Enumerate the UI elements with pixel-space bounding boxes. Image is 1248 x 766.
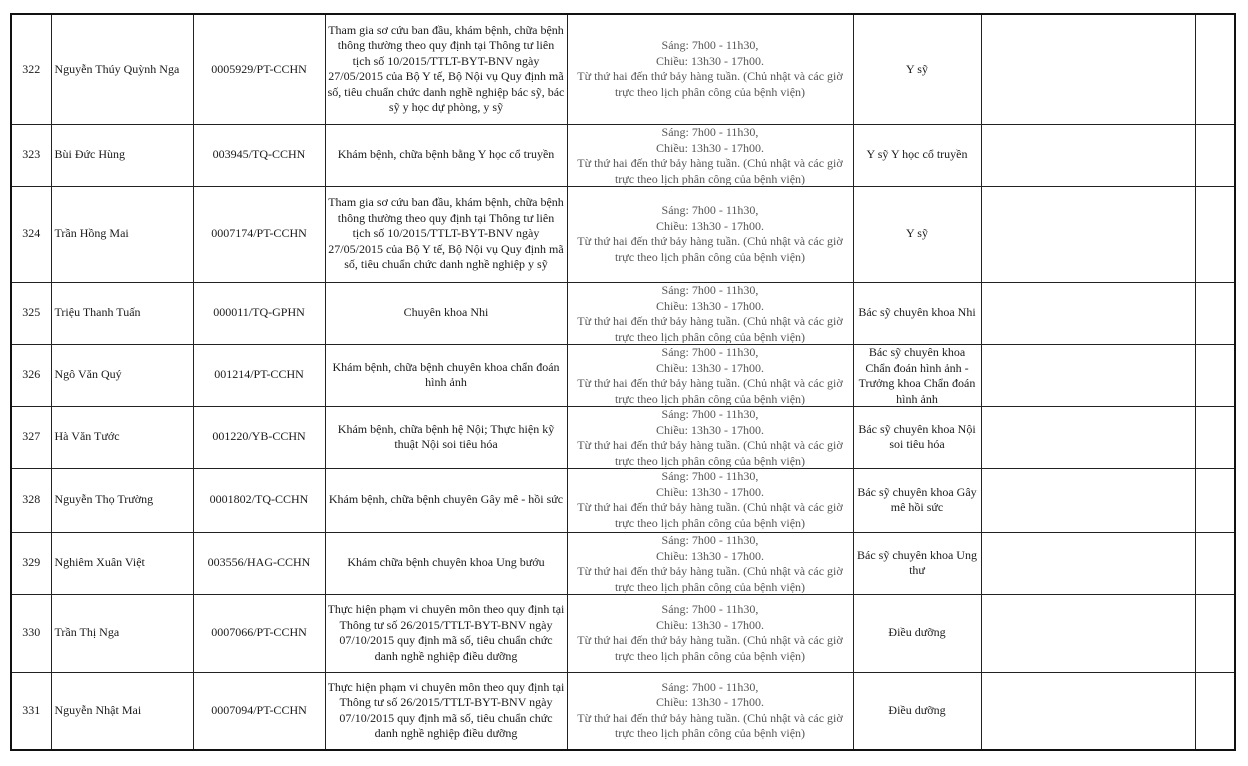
job-title-text: Y sỹ Y học cổ truyền [866,147,968,162]
working-hours-text [570,345,851,405]
working-hours-text [570,469,851,531]
practice-scope-text: Khám bệnh, chữa bệnh bằng Y học cổ truyền [337,147,555,162]
practice-scope-text: Tham gia sơ cứu ban đầu, khám bệnh, chữa bệnh thông thường theo quy định tại Thông tư liên tịch số 10/2015/TTLT-BYT-BNV ngày 27/05/2015 của Bộ Y tế, Bộ Nội vụ Quy định mã số, tiêu chuẩn chức danh nghề nghiệp y sỹ [328,195,564,272]
working-hours-afternoon: Chiều: 13h30 - 17h00. [656,298,764,313]
job-title [853,468,981,532]
working-hours [567,186,853,282]
practice-scope-text: Khám bệnh, chữa bệnh chuyên khoa chẩn đoán hình ảnh [332,359,560,389]
working-hours-text [570,533,851,593]
practice-scope-text: Khám chữa bệnh chuyên khoa Ung bướu [347,555,545,570]
certificate-number: 001220/YB-CCHN [193,406,325,468]
practice-scope [325,186,567,282]
staff-name: Hà Văn Tước [51,406,193,468]
staff-name: Nghiêm Xuân Việt [51,532,193,594]
certificate-number: 0007066/PT-CCHN [193,594,325,672]
job-title-text: Y sỹ [906,226,928,241]
working-hours [567,468,853,532]
certificate-number: 003556/HAG-CCHN [193,532,325,594]
staff-name: Nguyễn Thúy Quỳnh Nga [51,14,193,124]
working-hours-afternoon: Chiều: 13h30 - 17h00. [656,695,764,710]
empty-cell [981,344,1195,406]
working-hours-days: Từ thứ hai đến thứ bảy hàng tuần. (Chủ nhật và các giờ trực theo lịch phân công của bệnh viện) [577,633,843,663]
working-hours-days: Từ thứ hai đến thứ bảy hàng tuần. (Chủ nhật và các giờ trực theo lịch phân công của bệnh viện) [577,234,843,264]
practice-scope [325,532,567,594]
working-hours-morning: Sáng: 7h00 - 11h30, [661,679,759,694]
staff-name: Ngô Văn Quý [51,344,193,406]
job-title-text: Bác sỹ chuyên khoa Gây mê hồi sức [857,484,977,514]
empty-cell [981,14,1195,124]
empty-cell [981,186,1195,282]
working-hours [567,406,853,468]
empty-cell [1195,594,1235,672]
practice-scope-text: Chuyên khoa Nhi [403,305,489,320]
working-hours-text [570,38,851,100]
row-number: 323 [11,124,51,186]
working-hours [567,14,853,124]
empty-cell [1195,532,1235,594]
empty-cell [1195,344,1235,406]
working-hours-afternoon: Chiều: 13h30 - 17h00. [656,53,764,68]
working-hours-afternoon: Chiều: 13h30 - 17h00. [656,360,764,375]
table-row [11,532,1235,594]
working-hours-morning: Sáng: 7h00 - 11h30, [661,125,759,139]
table-row [11,594,1235,672]
job-title [853,124,981,186]
certificate-number: 003945/TQ-CCHN [193,124,325,186]
empty-cell [1195,14,1235,124]
working-hours-morning: Sáng: 7h00 - 11h30, [661,345,759,359]
empty-cell [1195,186,1235,282]
practice-scope [325,406,567,468]
working-hours-text [570,125,851,185]
working-hours-text [570,602,851,664]
practice-scope-text: Tham gia sơ cứu ban đầu, khám bệnh, chữa bệnh thông thường theo quy định tại Thông tư liên tịch số 10/2015/TTLT-BYT-BNV ngày 27/05/2015 của Bộ Y tế, Bộ Nội vụ Quy định mã số, tiêu chuẩn chức danh nghề nghiệp bác sỹ, bác sỹ y học dự phòng, y sỹ [327,22,565,115]
row-number: 326 [11,344,51,406]
job-title-text: Điều dưỡng [888,625,946,640]
working-hours-text [570,283,851,343]
certificate-number: 0005929/PT-CCHN [193,14,325,124]
working-hours-morning: Sáng: 7h00 - 11h30, [661,533,759,547]
empty-cell [981,468,1195,532]
working-hours [567,124,853,186]
practice-scope-text: Thực hiện phạm vi chuyên môn theo quy định tại Thông tư số 26/2015/TTLT-BYT-BNV ngày 07/10/2015 quy định mã số, tiêu chuẩn chức danh nghề nghiệp điều dưỡng [327,679,565,741]
staff-table [10,13,1236,751]
practice-scope-text: Khám bệnh, chữa bệnh chuyên Gây mê - hồi sức [328,492,564,507]
working-hours-morning: Sáng: 7h00 - 11h30, [661,283,759,297]
job-title-text: Bác sỹ chuyên khoa Ung thư [857,547,977,577]
working-hours-days: Từ thứ hai đến thứ bảy hàng tuần. (Chủ nhật và các giờ trực theo lịch phân công của bệnh viện) [577,376,843,405]
practice-scope-text: Thực hiện phạm vi chuyên môn theo quy định tại Thông tư số 26/2015/TTLT-BYT-BNV ngày 07/10/2015 quy định mã số, tiêu chuẩn chức danh nghề nghiệp điều dưỡng [327,602,565,663]
working-hours [567,532,853,594]
working-hours-morning: Sáng: 7h00 - 11h30, [661,602,759,616]
empty-cell [981,406,1195,468]
practice-scope-text: Khám bệnh, chữa bệnh hệ Nội; Thực hiện kỹ thuật Nội soi tiêu hóa [337,421,555,451]
working-hours-text [570,203,851,265]
practice-scope [325,594,567,672]
row-number: 324 [11,186,51,282]
empty-cell [981,282,1195,344]
row-number: 327 [11,406,51,468]
staff-name: Nguyễn Thọ Trường [51,468,193,532]
empty-cell [981,672,1195,750]
working-hours-days: Từ thứ hai đến thứ bảy hàng tuần. (Chủ nhật và các giờ trực theo lịch phân công của bệnh viện) [577,438,843,467]
practice-scope [325,468,567,532]
working-hours-morning: Sáng: 7h00 - 11h30, [661,38,759,53]
table-row [11,468,1235,532]
empty-cell [1195,124,1235,186]
working-hours-text [570,680,851,742]
certificate-number: 0007094/PT-CCHN [193,672,325,750]
working-hours-days: Từ thứ hai đến thứ bảy hàng tuần. (Chủ nhật và các giờ trực theo lịch phân công của bệnh viện) [577,500,843,530]
practice-scope [325,282,567,344]
working-hours [567,594,853,672]
job-title [853,594,981,672]
table-row [11,344,1235,406]
empty-cell [1195,282,1235,344]
working-hours-afternoon: Chiều: 13h30 - 17h00. [656,484,764,499]
empty-cell [1195,672,1235,750]
staff-name: Bùi Đức Hùng [51,124,193,186]
empty-cell [981,594,1195,672]
table-row [11,406,1235,468]
job-title [853,672,981,750]
row-number: 329 [11,532,51,594]
certificate-number: 0001802/TQ-CCHN [193,468,325,532]
table-row [11,672,1235,750]
empty-cell [981,532,1195,594]
working-hours-afternoon: Chiều: 13h30 - 17h00. [656,218,764,233]
working-hours [567,344,853,406]
row-number: 330 [11,594,51,672]
job-title [853,282,981,344]
table-row [11,186,1235,282]
staff-name: Nguyễn Nhật Mai [51,672,193,750]
table-row [11,14,1235,124]
job-title [853,406,981,468]
job-title [853,344,981,406]
practice-scope [325,344,567,406]
staff-name: Trần Hồng Mai [51,186,193,282]
table-row [11,282,1235,344]
working-hours [567,282,853,344]
job-title-text: Bác sỹ chuyên khoa Chẩn đoán hình ảnh - Trưởng khoa Chẩn đoán hình ảnh [858,345,976,405]
working-hours-days: Từ thứ hai đến thứ bảy hàng tuần. (Chủ nhật và các giờ trực theo lịch phân công của bệnh viện) [577,710,843,741]
working-hours-afternoon: Chiều: 13h30 - 17h00. [656,140,764,155]
certificate-number: 0007174/PT-CCHN [193,186,325,282]
job-title [853,186,981,282]
empty-cell [1195,406,1235,468]
job-title-text: Y sỹ [906,61,928,76]
row-number: 328 [11,468,51,532]
practice-scope [325,124,567,186]
empty-cell [1195,468,1235,532]
row-number: 325 [11,282,51,344]
working-hours-afternoon: Chiều: 13h30 - 17h00. [656,422,764,437]
job-title [853,14,981,124]
working-hours-morning: Sáng: 7h00 - 11h30, [661,469,759,483]
empty-cell [981,124,1195,186]
working-hours-days: Từ thứ hai đến thứ bảy hàng tuần. (Chủ nhật và các giờ trực theo lịch phân công của bệnh viện) [577,69,843,99]
working-hours-days: Từ thứ hai đến thứ bảy hàng tuần. (Chủ nhật và các giờ trực theo lịch phân công của bệnh viện) [577,156,843,185]
working-hours-days: Từ thứ hai đến thứ bảy hàng tuần. (Chủ nhật và các giờ trực theo lịch phân công của bệnh viện) [577,314,843,343]
table-row [11,124,1235,186]
job-title-text: Bác sỹ chuyên khoa Nhi [858,305,976,320]
certificate-number: 000011/TQ-GPHN [193,282,325,344]
table-body [11,14,1235,750]
row-number: 322 [11,14,51,124]
staff-name: Trần Thị Nga [51,594,193,672]
job-title-text: Điều dưỡng [888,703,946,717]
row-number: 331 [11,672,51,750]
working-hours-afternoon: Chiều: 13h30 - 17h00. [656,617,764,632]
job-title-text: Bác sỹ chuyên khoa Nội soi tiêu hóa [858,421,976,451]
staff-name: Triệu Thanh Tuấn [51,282,193,344]
practice-scope [325,14,567,124]
working-hours [567,672,853,750]
working-hours-afternoon: Chiều: 13h30 - 17h00. [656,548,764,563]
practice-scope [325,672,567,750]
job-title [853,532,981,594]
certificate-number: 001214/PT-CCHN [193,344,325,406]
working-hours-days: Từ thứ hai đến thứ bảy hàng tuần. (Chủ nhật và các giờ trực theo lịch phân công của bệnh viện) [577,564,843,593]
working-hours-morning: Sáng: 7h00 - 11h30, [661,203,759,217]
working-hours-morning: Sáng: 7h00 - 11h30, [661,407,759,421]
working-hours-text [570,407,851,467]
